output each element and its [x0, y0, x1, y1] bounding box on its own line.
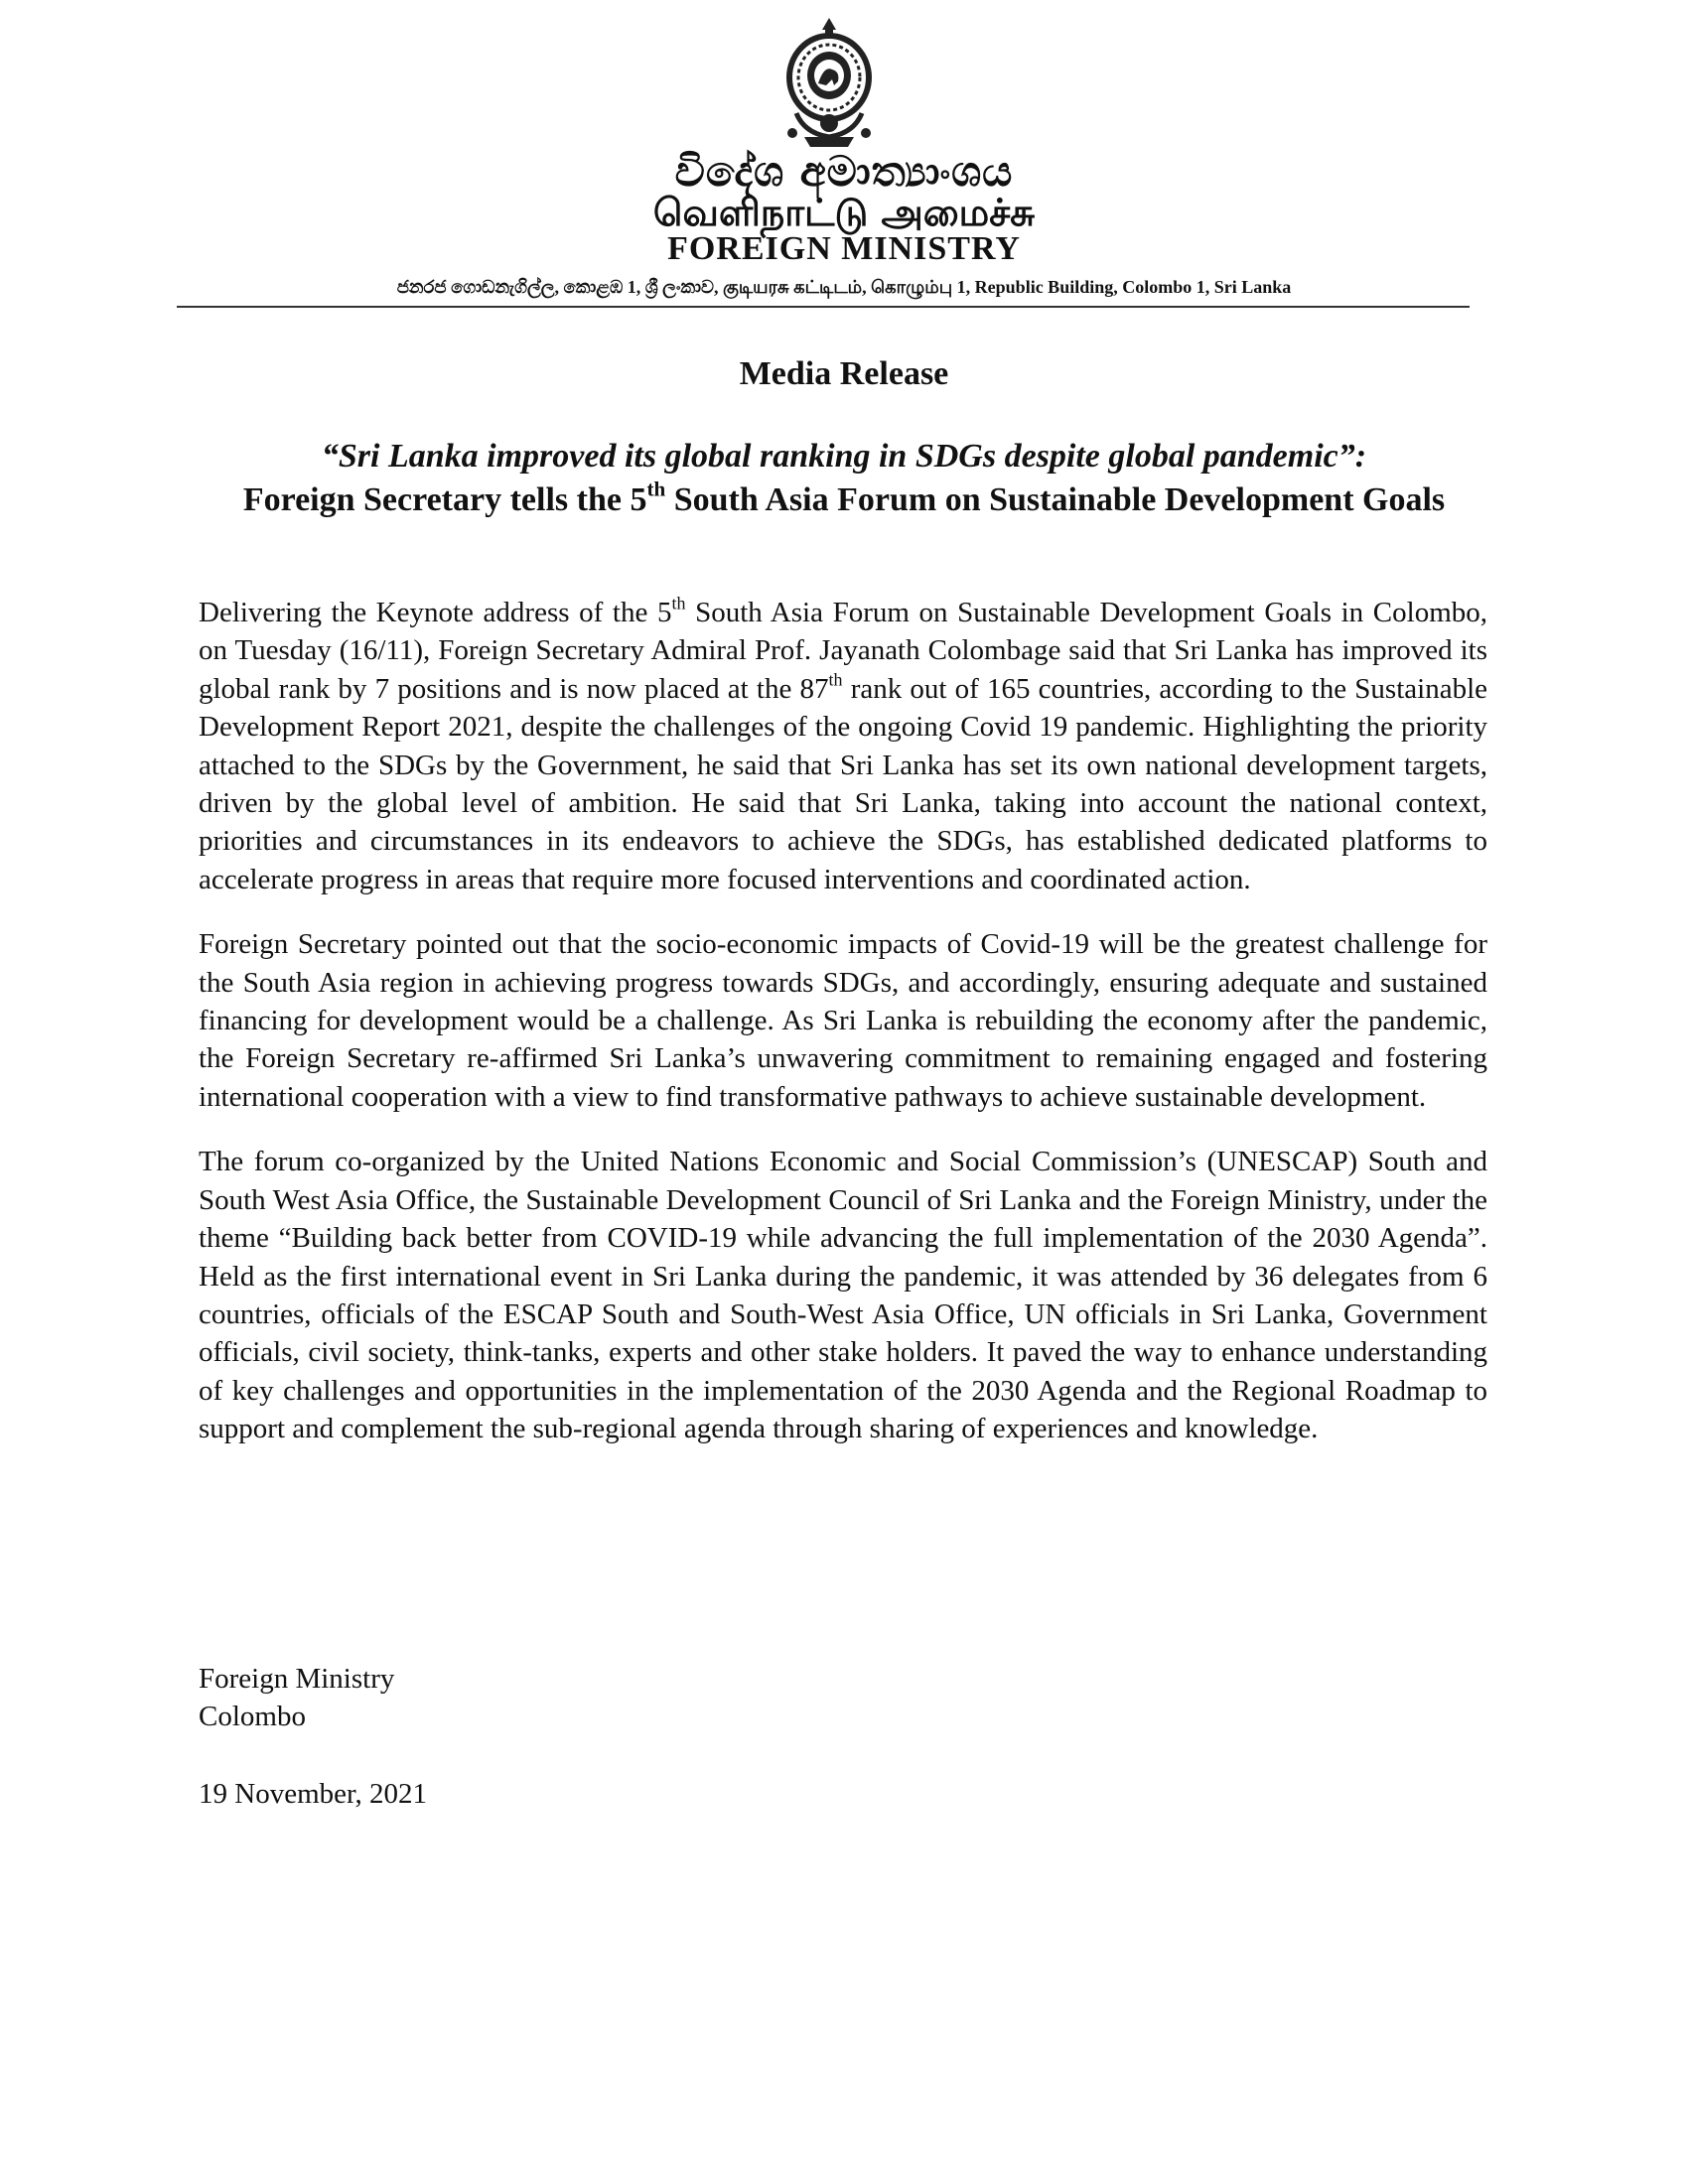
sri-lanka-national-emblem-icon — [774, 14, 884, 153]
paragraph-2: Foreign Secretary pointed out that the socio-economic impacts of Covid-19 will be the greatest challenge for the South Asia region in achieving progress towards SDGs, and accordingly, ensuring adequate and sustained financing for development would be a challenge. As Sri Lanka is rebuilding the economy after the pandemic, the Foreign Secretary re-affirmed Sri Lanka’s unwavering commitment to remaining engaged and fostering international cooperation with a view to find transformative pathways to achieve sustainable development. — [199, 928, 1487, 1113]
paragraph-3: The forum co-organized by the United Nations Economic and Social Commission’s (UNESCAP) South and South West Asia Office, the Sustainable Development Council of Sri Lanka and the Foreign Ministry, under the theme “Building back better from COVID-19 while advancing the full implementation of the 2030 Agenda”. Held as the first international event in Sri Lanka during the pandemic, it was attended by 36 delegates from 6 countries, officials of the ESCAP South and South-West Asia Office, UN officials in Sri Lanka, Government officials, civil society, think-tanks, experts and other stake holders. It paved the way to enhance understanding of key challenges and opportunities in the implementation of the 2030 Agenda and the Regional Roadmap to support and complement the sub-regional agenda through sharing of experiences and knowledge. — [199, 1146, 1487, 1445]
release-date: 19 November, 2021 — [199, 1778, 427, 1810]
paragraph-1-part-b: South Asia Forum on Sustainable Development Goals in Colombo, on Tuesday (16/11), Foreign Secretary Admiral Prof. Jayanath Colombage said that Sri Lanka has improved its global rank by 7 positions and is now placed at the 87 — [199, 597, 1488, 705]
signature-location: Colombo — [199, 1701, 306, 1733]
document-title: Media Release — [739, 355, 949, 392]
letterhead-divider — [177, 306, 1470, 308]
ministry-name-english: FOREIGN MINISTRY — [667, 230, 1021, 267]
ministry-name-sinhala: විදේශ අමාත්‍යාංශය — [674, 147, 1014, 196]
headline-quote: “Sri Lanka improved its global ranking in SDGs despite global pandemic”: — [321, 438, 1367, 475]
paragraph-1-superscript-1: th — [671, 593, 686, 614]
headline-superscript: th — [646, 477, 666, 501]
paragraph-1 — [199, 594, 1487, 898]
headline-text-start: Foreign Secretary tells the 5 — [242, 481, 647, 518]
paragraph-1-superscript-2: th — [828, 669, 843, 690]
release-body — [199, 594, 1487, 1475]
headline — [199, 435, 1489, 522]
ministry-address: ජනරජ ගොඩනැගිල්ල, කොළඹ 1, ශ්‍රී ලංකාව, குடியரசு கட்டிடம், கொழும்பு 1, Republic Building, Colombo 1, Sri Lanka — [396, 277, 1292, 297]
headline-text-end: South Asia Forum on Sustainable Development Goals — [665, 481, 1446, 518]
signature-organisation: Foreign Ministry — [199, 1663, 395, 1695]
paragraph-1-part-a: Delivering the Keynote address of the 5 — [199, 597, 672, 628]
signature-block — [199, 1660, 394, 1736]
paragraph-1-part-c: rank out of 165 countries, according to the Sustainable Development Report 2021, despite the challenges of the ongoing Covid 19 pandemic. Highlighting the priority attached to the SDGs by the Government, he said that Sri Lanka has set its own national development targets, driven by the global level of ambition. He said that Sri Lanka, taking into account the national context, priorities and circumstances in its endeavors to achieve the SDGs, has established dedicated platforms to accelerate progress in areas that require more focused interventions and coordinated action. — [199, 672, 1487, 895]
letterhead — [0, 0, 1688, 318]
ministry-name-tamil: வெளிநாட்டு அமைச்சு — [652, 191, 1036, 234]
